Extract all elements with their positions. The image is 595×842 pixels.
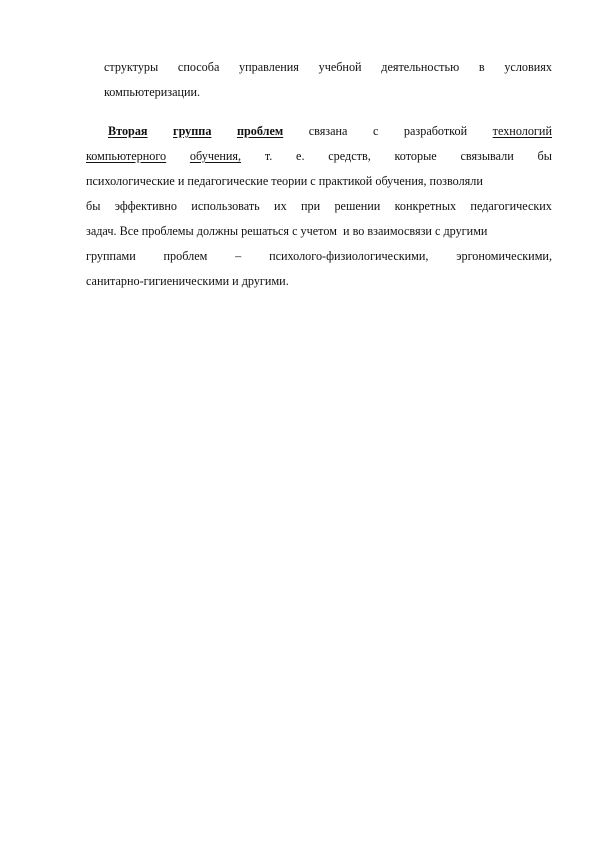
underlined-word: проблем (236, 124, 284, 138)
line-text: санитарно-гигиеническими и другими. (86, 274, 289, 288)
word: решении (334, 199, 381, 213)
word: способа (177, 60, 220, 74)
word: бы (86, 199, 101, 213)
word: условиях (504, 60, 552, 74)
underlined-word: компьютерного (86, 149, 167, 163)
word: средств, (328, 149, 371, 163)
word: группами (86, 249, 136, 263)
paragraph-1-line-2 (104, 84, 200, 100)
paragraph-2-line-4 (86, 198, 552, 214)
word: учебной (318, 60, 362, 74)
underlined-word: группа (173, 124, 212, 138)
paragraph-2-line-2 (86, 148, 552, 164)
underlined-word: Вторая (108, 124, 148, 138)
word: использовать (191, 199, 260, 213)
word: е. (296, 149, 305, 163)
underlined-word: технологий (492, 124, 552, 138)
word: психолого-физиологическими, (269, 249, 429, 263)
line-text: компьютеризации. (104, 85, 201, 99)
word: конкретных (394, 199, 457, 213)
word: проблем (163, 249, 208, 263)
word: эргономическими, (456, 249, 552, 263)
word: структуры (104, 60, 159, 74)
word: разработкой (403, 124, 468, 138)
word: т. (264, 149, 273, 163)
paragraph-2-line-1 (108, 123, 552, 139)
word: эффективно (114, 199, 177, 213)
word: деятельностью (381, 60, 460, 74)
underlined-word: обучения, (189, 149, 242, 163)
word: педагогических (470, 199, 552, 213)
word: с (372, 124, 379, 138)
line-text: психологические и педагогические теории с практикой обучения, позволяли (86, 174, 483, 188)
paragraph-2-line-7 (86, 273, 289, 289)
word: бы (537, 149, 552, 163)
word: связана (308, 124, 348, 138)
paragraph-1-line-1 (104, 59, 552, 75)
word: управления (239, 60, 299, 74)
word: связывали (460, 149, 514, 163)
word: при (300, 199, 321, 213)
paragraph-2-line-5 (86, 223, 487, 239)
word: в (478, 60, 485, 74)
paragraph-2-line-6 (86, 248, 552, 264)
word: – (235, 249, 242, 263)
line-text: задач. Все проблемы должны решаться с учетом и во взаимосвязи с другими (86, 224, 488, 238)
word: их (274, 199, 287, 213)
paragraph-2-line-3 (86, 173, 483, 189)
word: которые (394, 149, 437, 163)
